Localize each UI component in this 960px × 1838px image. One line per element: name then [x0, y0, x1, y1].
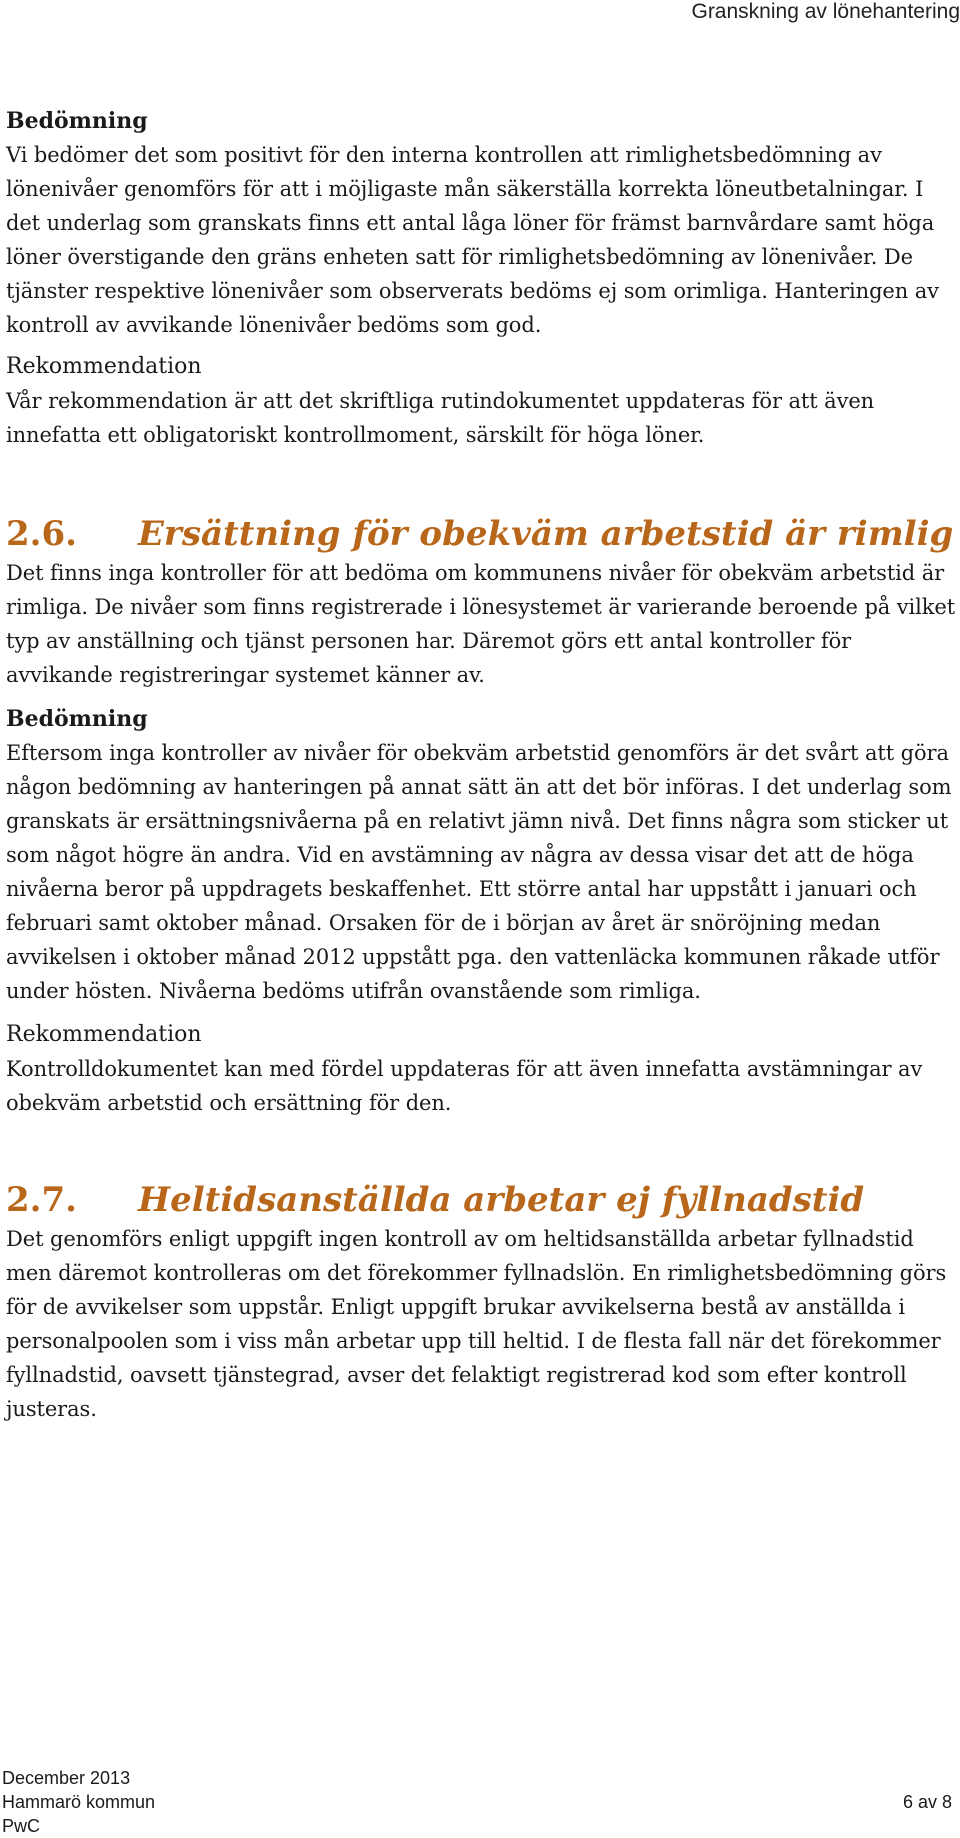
- assessment-text: Vi bedömer det som positivt för den interna kontrollen att rimlighetsbedömning av lönenivåer genomförs för att i möjligaste mån säkerställa korrekta löneutbetalningar. I det underlag som granskats finns ett antal låga löner för främst barnvårdare samt höga löner överstigande den gräns enheten satt för rimlighetsbedömning av lönenivåer. De tjänster respektive lönenivåer som observerats bedöms ej som orimliga. Hanteringen av kontroll av avvikande lönenivåer bedöms som god.: [6, 143, 939, 337]
- section-number: 2.7.: [6, 1180, 77, 1220]
- assessment-label: Bedömning: [6, 108, 148, 134]
- section-heading: [6, 1178, 956, 1222]
- running-header-title: Granskning av lönehantering: [691, 0, 960, 23]
- section-intro-text: Det finns inga kontroller för att bedöma om kommunens nivåer för obekväm arbetstid är rimliga. De nivåer som finns registrerade i lönesystemet är varierande beroende på vilket typ av anställning och tjänst personen har. Däremot görs ett antal kontroller för avvikande registreringar systemet känner av.: [6, 561, 956, 687]
- recommendation-text: Vår rekommendation är att det skriftliga rutindokumentet uppdateras för att även innefatta ett obligatoriskt kontrollmoment, särskilt för höga löner.: [6, 389, 875, 447]
- footer-date: December 2013: [2, 1768, 131, 1788]
- recommendation-label: Rekommendation: [6, 354, 202, 379]
- recommendation-block-lonenivaer: [6, 350, 956, 452]
- footer-row: [2, 1790, 952, 1814]
- assessment-block-lonenivaer: [6, 104, 956, 342]
- footer-firm: PwC: [2, 1816, 41, 1836]
- recommendation-text: Kontrolldokumentet kan med fördel uppdateras för att även innefatta avstämningar av obekväm arbetstid och ersättning för den.: [6, 1057, 923, 1115]
- section-intro-text: Det genomförs enligt uppgift ingen kontroll av om heltidsanställda arbetar fyllnadstid men däremot kontrolleras om det förekommer fyllnadslön. En rimlighetsbedömning görs för de avvikelser som uppstår. Enligt uppgift brukar avvikelserna bestå av anställda i personalpoolen som i viss mån arbetar upp till heltid. I de flesta fall när det förekommer fyllnadstid, oavsett tjänstegrad, avser det felaktigt registrerad kod som efter kontroll justeras.: [6, 1227, 947, 1421]
- recommendation-block-obekvam: [6, 1018, 956, 1120]
- footer-organization: Hammarö kommun: [2, 1792, 156, 1812]
- section-heading: [6, 512, 956, 556]
- assessment-text: Eftersom inga kontroller av nivåer för obekväm arbetstid genomförs är det svårt att göra någon bedömning av hanteringen på annat sätt än att det bör införas. I det underlag som granskats är ersättningsnivåerna på en relativt jämn nivå. Det finns några som sticker ut som något högre än andra. Vid en avstämning av några av dessa visar det att de höga nivåerna beror på uppdragets beskaffenhet. Ett större antal har uppstått i januari och februari samt oktober månad. Orsaken för de i början av året är snöröjning medan avvikelsen i oktober månad 2012 uppstått pga. den vattenläcka kommunen råkade utför under hösten. Nivåerna bedöms utifrån ovanstående som rimliga.: [6, 741, 952, 1003]
- section-2-7: [6, 1178, 956, 1426]
- section-number: 2.6.: [6, 514, 77, 554]
- page-content: [6, 104, 956, 1426]
- page-footer: [2, 1766, 952, 1838]
- section-2-6: [6, 512, 956, 1120]
- assessment-block-obekvam: [6, 702, 956, 1008]
- recommendation-label: Rekommendation: [6, 1022, 202, 1047]
- page-number: 6 av 8: [902, 1792, 952, 1812]
- section-title: Ersättning för obekväm arbetstid är rimlig: [138, 514, 954, 554]
- section-title: Heltidsanställda arbetar ej fyllnadstid: [138, 1180, 865, 1220]
- assessment-label: Bedömning: [6, 706, 148, 732]
